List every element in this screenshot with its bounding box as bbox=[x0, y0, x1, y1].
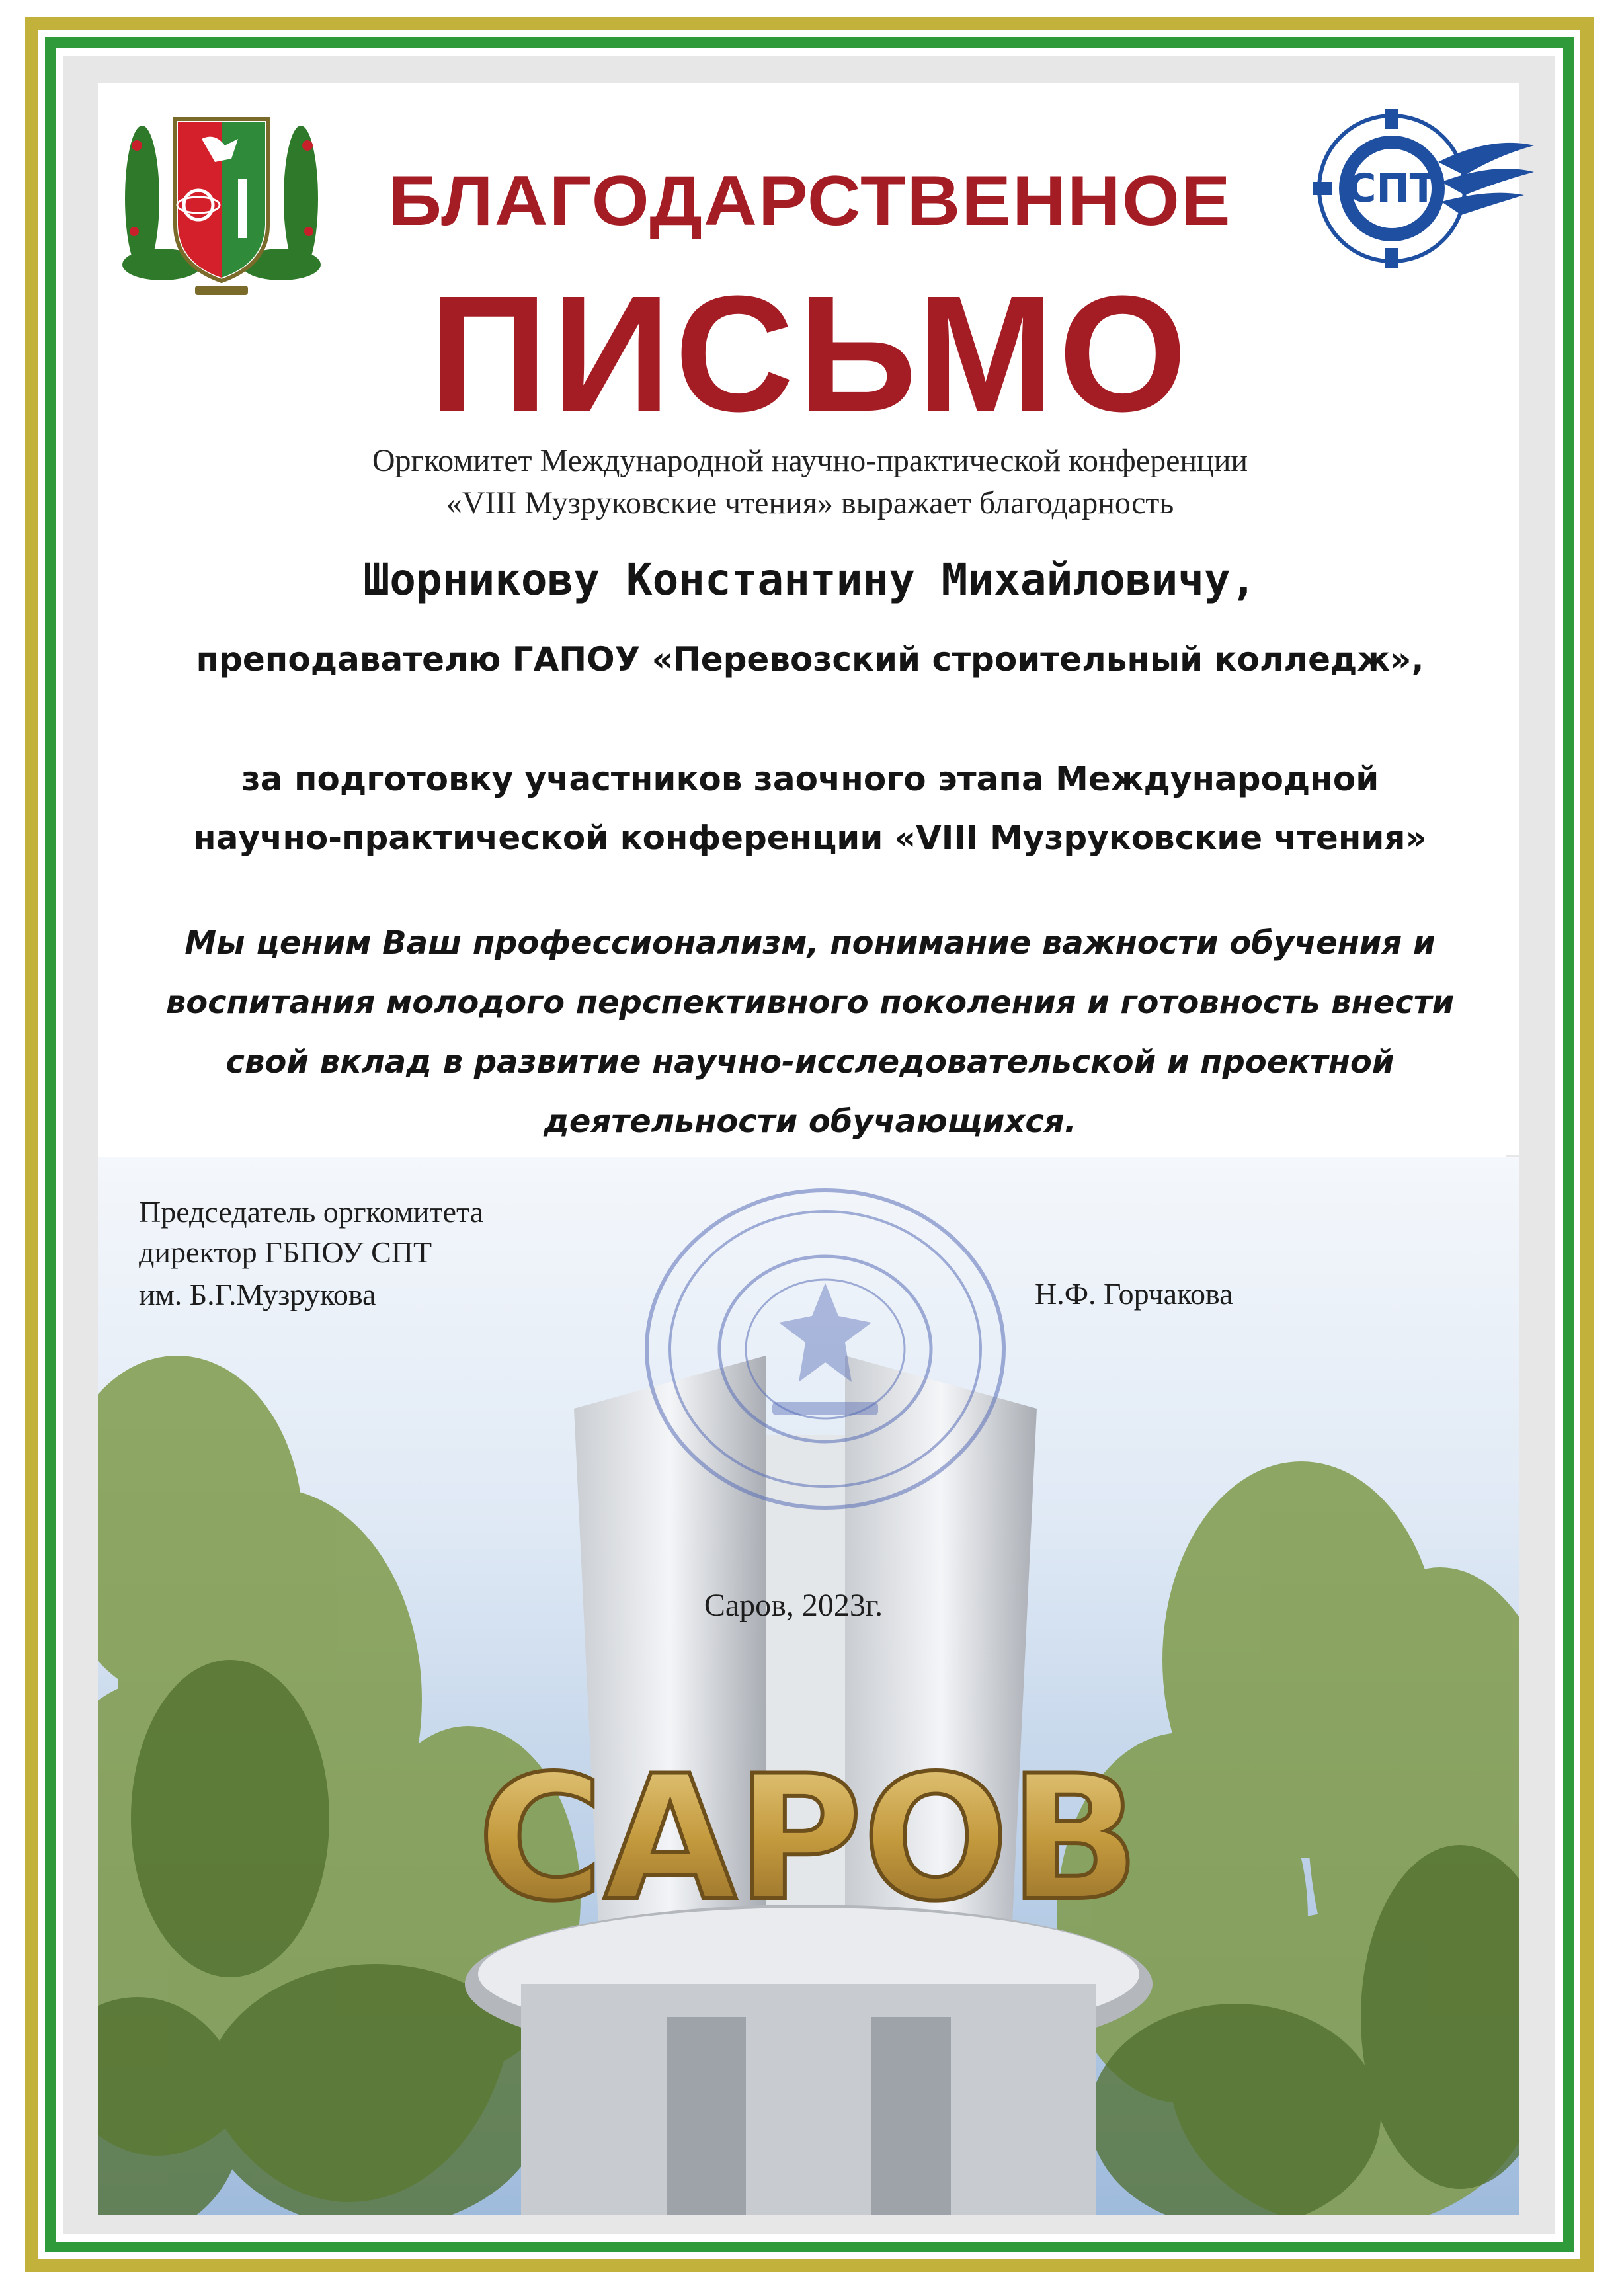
svg-text:СПТ: СПТ bbox=[1347, 165, 1437, 212]
monument-sign-text: САРОВ bbox=[477, 1739, 1140, 1939]
praise-line-3: свой вклад в развитие научно-исследовательской и проектной bbox=[225, 1044, 1395, 1081]
signature-role-line-2: директор ГБПОУ СПТ bbox=[139, 1235, 432, 1269]
organizer-line-2: «VIII Музруковские чтения» выражает благодарность bbox=[446, 485, 1174, 520]
praise-line-2: воспитания молодого перспективного поколения и готовность внести bbox=[165, 984, 1455, 1021]
title-line-2: ПИСЬМО bbox=[428, 261, 1192, 446]
title-line-1: БЛАГОДАРСТВЕННОЕ bbox=[388, 161, 1232, 240]
signature-role-line-3: им. Б.Г.Музрукова bbox=[139, 1278, 376, 1311]
organizer-line-1: Оргкомитет Международной научно-практической конференции bbox=[372, 443, 1248, 478]
signer-name: Н.Ф. Горчакова bbox=[1035, 1277, 1233, 1311]
reason-line-1: за подготовку участников заочного этапа Международной bbox=[241, 760, 1379, 798]
signature-role-line-1: Председатель оргкомитета bbox=[139, 1195, 484, 1229]
praise-line-4: деятельности обучающихся. bbox=[544, 1103, 1076, 1140]
reason-line-2: научно-практической конференции «VIII Музруковские чтения» bbox=[193, 819, 1427, 857]
city-date: Саров, 2023г. bbox=[704, 1588, 883, 1623]
recipient-position: преподавателю ГАПОУ «Перевозский строительный колледж», bbox=[196, 640, 1424, 678]
praise-line-1: Мы ценим Ваш профессионализм, понимание важности обучения и bbox=[184, 924, 1436, 962]
recipient-name: Шорникову Константину Михайловичу, bbox=[363, 554, 1257, 605]
round-seal-stamp-icon bbox=[640, 1184, 1010, 1514]
